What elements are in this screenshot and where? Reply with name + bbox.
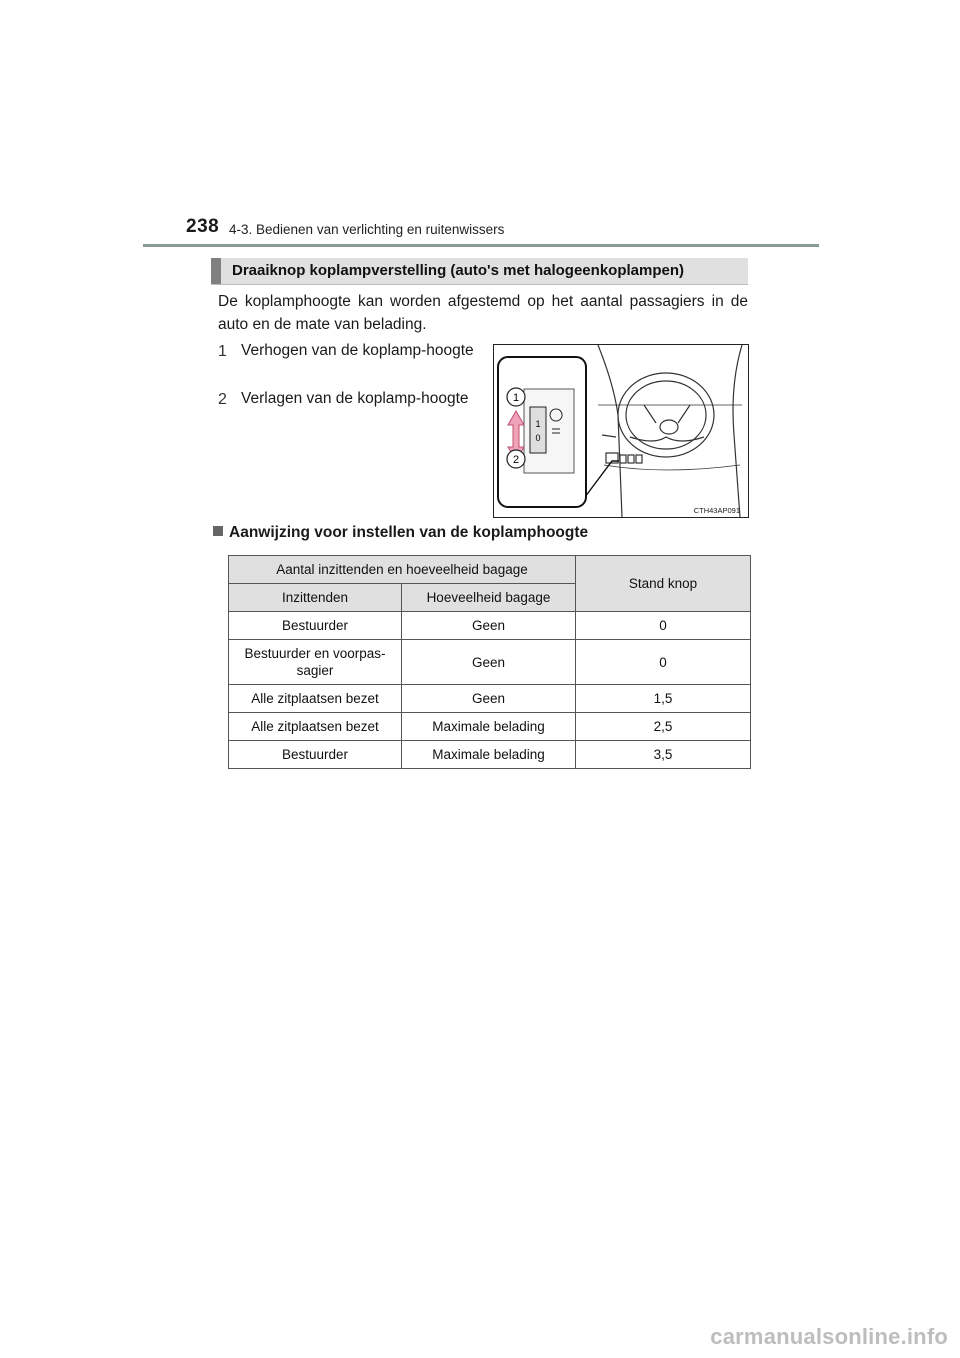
cell-occupants: Alle zitplaatsen bezet	[229, 685, 402, 713]
dial-mark-1: 1	[535, 419, 541, 429]
cell-occupants: Alle zitplaatsen bezet	[229, 713, 402, 741]
cell-luggage: Maximale belading	[402, 713, 576, 741]
cell-position: 0	[576, 612, 751, 640]
cell-position: 2,5	[576, 713, 751, 741]
step-text: Verhogen van de koplamp-hoogte	[241, 342, 474, 359]
header-rule	[143, 244, 819, 247]
callout-1: 1	[512, 392, 520, 404]
cell-position: 0	[576, 640, 751, 685]
square-bullet-icon	[213, 526, 223, 536]
adjustment-table	[228, 555, 751, 769]
cell-luggage: Geen	[402, 685, 576, 713]
step-lower	[218, 388, 476, 410]
table-row	[229, 685, 751, 713]
table-row	[229, 612, 751, 640]
table-row	[229, 741, 751, 769]
figure-code: CTH43AP091	[693, 506, 740, 515]
step-number: 2	[218, 391, 227, 408]
cell-luggage: Geen	[402, 612, 576, 640]
table-header-occupants: Inzittenden	[229, 584, 402, 612]
cell-luggage: Geen	[402, 640, 576, 685]
running-header: 4-3. Bedienen van verlichting en ruitenwissers	[229, 222, 505, 237]
table-row	[229, 713, 751, 741]
step-number: 1	[218, 343, 227, 360]
note-heading	[213, 524, 588, 542]
step-text: Verlagen van de koplamp-hoogte	[241, 390, 469, 407]
heading-underline	[211, 284, 748, 285]
table-header-position: Stand knop	[576, 556, 751, 612]
callout-2: 2	[512, 454, 520, 466]
dashboard-drawing	[494, 345, 748, 517]
cell-occupants: Bestuurder	[229, 612, 402, 640]
table-header-luggage: Hoeveelheid bagage	[402, 584, 576, 612]
table-header-row	[229, 556, 751, 584]
table-row	[229, 640, 751, 685]
intro-paragraph: De koplamphoogte kan worden afgestemd op het aantal passagiers in de auto en de mate van belading.	[218, 293, 748, 333]
cell-luggage: Maximale belading	[402, 741, 576, 769]
note-heading-text: Aanwijzing voor instellen van de koplamphoogte	[229, 524, 589, 541]
watermark: carmanualsonline.info	[710, 1324, 948, 1349]
cell-position: 1,5	[576, 685, 751, 713]
cell-occupants: Bestuurder en voorpas-sagier	[229, 640, 402, 685]
headlight-dial-illustration	[493, 344, 749, 518]
page-number: 238	[186, 216, 220, 237]
dial-mark-0: 0	[535, 433, 541, 443]
table-group-header: Aantal inzittenden en hoeveelheid bagage	[229, 556, 576, 584]
cell-position: 3,5	[576, 741, 751, 769]
cell-occupants: Bestuurder	[229, 741, 402, 769]
step-raise	[218, 340, 476, 362]
section-heading: Draaiknop koplampverstelling (auto's met halogeenkoplampen)	[211, 258, 748, 284]
